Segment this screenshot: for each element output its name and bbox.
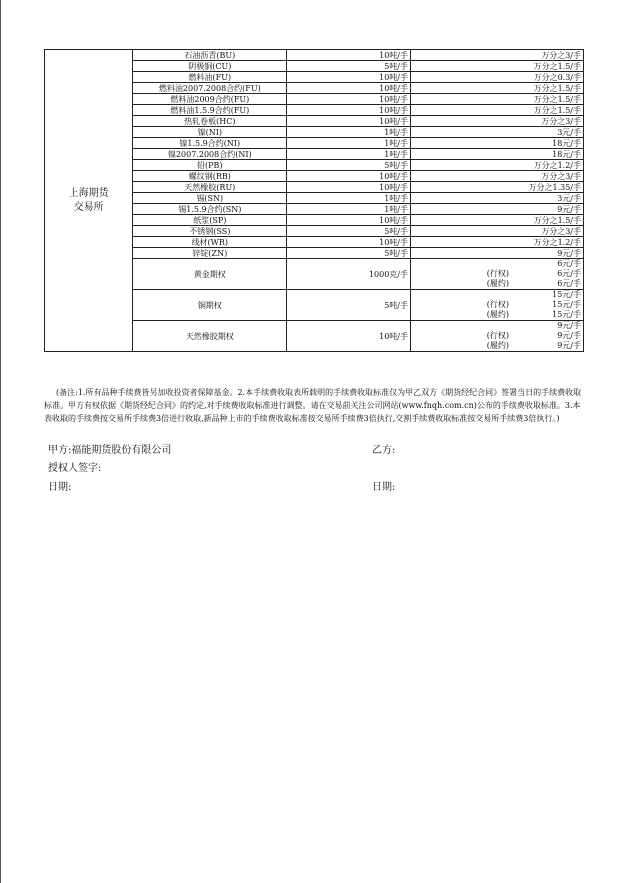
option-fee-value: 9元/手	[557, 321, 581, 330]
unit-cell: 1吨/手	[287, 193, 411, 204]
fee-cell: 3元/手	[410, 127, 583, 138]
product-cell: 天然橡胶(RU)	[133, 182, 287, 193]
product-cell: 燃料油2007.2008合约(FU)	[133, 83, 287, 94]
fee-cell: 万分之3/手	[410, 50, 583, 61]
party-a-date-label: 日期:	[48, 482, 72, 493]
product-cell: 热轧卷板(HC)	[133, 116, 287, 127]
option-fee-tag: (行权)	[486, 300, 509, 309]
product-cell: 镍(NI)	[133, 127, 287, 138]
unit-cell: 5吨/手	[287, 160, 411, 171]
unit-cell: 10吨/手	[287, 83, 411, 94]
product-cell: 锡1.5.9合约(SN)	[133, 204, 287, 215]
option-fee-line	[413, 310, 581, 320]
fee-table	[44, 49, 584, 352]
product-cell: 螺纹钢(RB)	[133, 171, 287, 182]
option-fee-value: 9元/手	[557, 331, 581, 340]
option-unit-cell: 1000克/手	[287, 259, 411, 290]
option-fee-line	[413, 290, 581, 300]
fee-cell: 万分之3/手	[410, 226, 583, 237]
option-unit-cell: 10吨/手	[287, 321, 411, 352]
option-fee-tag: (履约)	[486, 341, 509, 350]
party-b-date-label: 日期:	[372, 482, 396, 493]
option-fee-line	[413, 321, 581, 331]
option-fee-value: 6元/手	[557, 279, 581, 288]
product-cell: 锡(SN)	[133, 193, 287, 204]
unit-cell: 1吨/手	[287, 127, 411, 138]
option-fee-cell	[410, 259, 583, 290]
product-cell: 燃料油(FU)	[133, 72, 287, 83]
fee-cell: 万分之1.5/手	[410, 215, 583, 226]
product-cell: 锌锭(ZN)	[133, 248, 287, 259]
fee-cell: 万分之1.35/手	[410, 182, 583, 193]
unit-cell: 10吨/手	[287, 237, 411, 248]
fee-cell: 万分之1.2/手	[410, 237, 583, 248]
unit-cell: 10吨/手	[287, 182, 411, 193]
option-product-cell: 铜期权	[133, 290, 287, 321]
option-fee-value: 15元/手	[552, 290, 581, 299]
product-cell: 线材(WR)	[133, 237, 287, 248]
fee-cell: 万分之1.5/手	[410, 83, 583, 94]
fee-cell: 万分之0.3/手	[410, 72, 583, 83]
product-cell: 镍2007.2008合约(NI)	[133, 149, 287, 160]
option-fee-value: 9元/手	[557, 341, 581, 350]
unit-cell: 1吨/手	[287, 204, 411, 215]
unit-cell: 1吨/手	[287, 149, 411, 160]
page-left-border	[0, 0, 1, 883]
product-cell: 燃料油1.5.9合约(FU)	[133, 105, 287, 116]
unit-cell: 5吨/手	[287, 61, 411, 72]
option-fee-line	[413, 341, 581, 351]
product-cell: 石油沥青(BU)	[133, 50, 287, 61]
option-fee-value: 15元/手	[552, 300, 581, 309]
option-fee-tag: (履约)	[486, 310, 509, 319]
fee-cell: 18元/手	[410, 138, 583, 149]
unit-cell: 10吨/手	[287, 50, 411, 61]
fee-cell: 万分之3/手	[410, 116, 583, 127]
product-cell: 镍1.5.9合约(NI)	[133, 138, 287, 149]
fee-cell: 9元/手	[410, 248, 583, 259]
fee-cell: 万分之3/手	[410, 171, 583, 182]
option-fee-line	[413, 269, 581, 279]
unit-cell: 10吨/手	[287, 171, 411, 182]
option-fee-tag: (履约)	[486, 279, 509, 288]
option-fee-tag: (行权)	[486, 269, 509, 278]
option-fee-line	[413, 279, 581, 289]
unit-cell: 10吨/手	[287, 116, 411, 127]
unit-cell: 1吨/手	[287, 138, 411, 149]
fee-cell: 18元/手	[410, 149, 583, 160]
party-b-label: 乙方:	[372, 445, 396, 456]
option-fee-line	[413, 331, 581, 341]
option-fee-value: 15元/手	[552, 310, 581, 319]
fee-cell: 万分之1.5/手	[410, 105, 583, 116]
unit-cell: 5吨/手	[287, 226, 411, 237]
product-cell: 燃料油2009合约(FU)	[133, 94, 287, 105]
unit-cell: 10吨/手	[287, 72, 411, 83]
product-cell: 纸浆(SP)	[133, 215, 287, 226]
unit-cell: 10吨/手	[287, 215, 411, 226]
exchange-name-cell: 上海期货 交易所	[45, 50, 133, 352]
fee-cell: 万分之1.2/手	[410, 160, 583, 171]
unit-cell: 10吨/手	[287, 94, 411, 105]
authorized-signature-label: 授权人签字:	[48, 463, 102, 474]
unit-cell: 5吨/手	[287, 248, 411, 259]
remarks-text: (备注:1.所有品种手续费皆另加收投资者保障基金。2.本手续费收取表所载明的手续费收取标准仅为甲乙双方《期货经纪合同》签署当日的手续费收取标准。甲方有权依据《期货经纪合同》的约定,对手续费收取标准进行调整。请在交易前关注公司网站(www.fnqh.com.cn)公布的手续费收取标准。3.本表收取的手续费按交易所手续费3倍进行收取,新品种上市的手续费收取标准按交易所手续费3倍执行,交割手续费收取标准按交易所手续费3倍执行。)	[44, 388, 582, 423]
fee-cell: 万分之1.5/手	[410, 94, 583, 105]
option-product-cell: 天然橡胶期权	[133, 321, 287, 352]
option-fee-value: 6元/手	[557, 269, 581, 278]
remarks-note	[44, 386, 584, 425]
option-fee-line	[413, 300, 581, 310]
option-unit-cell: 5吨/手	[287, 290, 411, 321]
product-cell: 阴极铜(CU)	[133, 61, 287, 72]
fee-cell: 万分之1.5/手	[410, 61, 583, 72]
fee-cell: 9元/手	[410, 204, 583, 215]
option-fee-cell	[410, 290, 583, 321]
product-cell: 铅(PB)	[133, 160, 287, 171]
party-a-label: 甲方:福能期货股份有限公司	[48, 445, 172, 456]
option-fee-tag: (行权)	[486, 331, 509, 340]
product-cell: 不锈钢(SS)	[133, 226, 287, 237]
option-fee-line	[413, 259, 581, 269]
option-product-cell: 黄金期权	[133, 259, 287, 290]
option-fee-cell	[410, 321, 583, 352]
option-fee-value: 6元/手	[557, 259, 581, 268]
unit-cell: 10吨/手	[287, 105, 411, 116]
table-row	[45, 50, 584, 61]
fee-cell: 3元/手	[410, 193, 583, 204]
